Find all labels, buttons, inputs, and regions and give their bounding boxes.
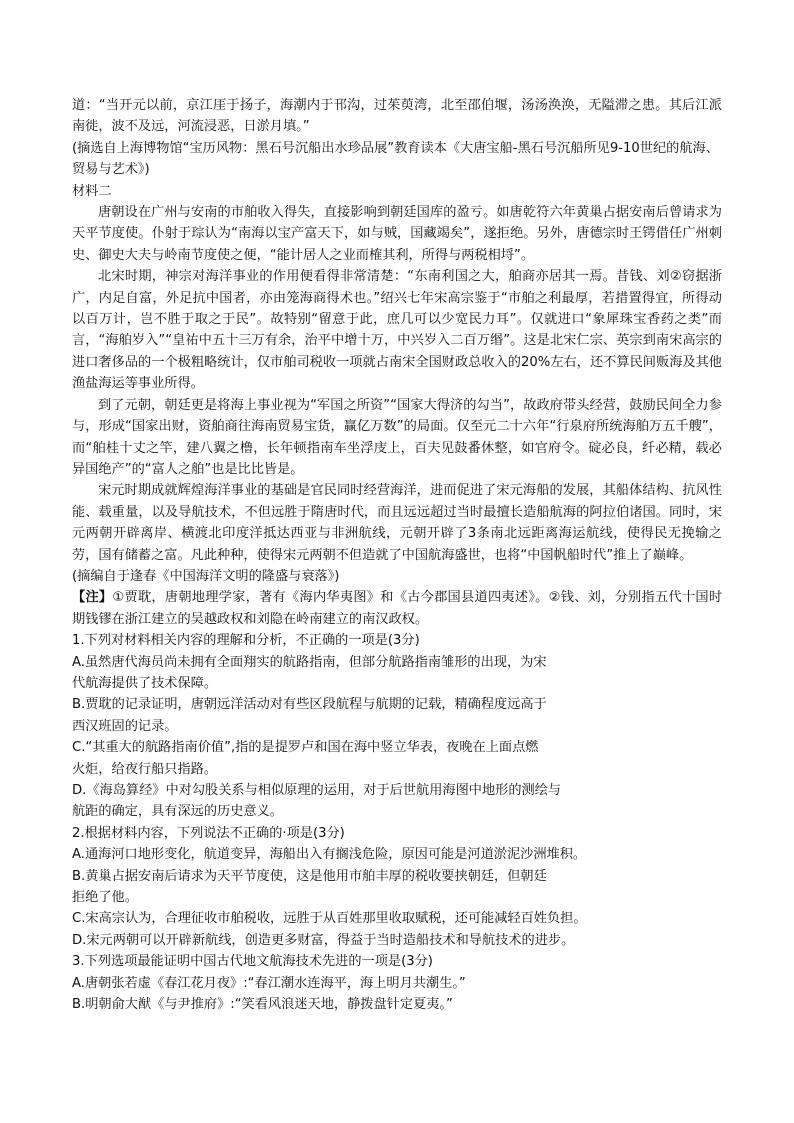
source-citation-2: (摘编自于逢春《中国海洋文明的隆盛与衰落》) [72, 568, 340, 584]
paragraph-2: 北宋时期，神宗对海洋事业的作用便看得非常清楚：“东南利国之大，舶商亦居其一焉。昔钱、刘②窃据浙广，内足自富，外足抗中国者，亦由笼海商得术也。”绍兴七年宋高宗鉴于“市舶之利最厚，若措置得宜，所得动以百万计，岂不胜于取之于民”。故特别“留意于此，庶几可以少宽民力耳”。仅就进口“象犀珠宝香药之类”而言，“海舶岁入”“皇祐中五十三万有余，治平中增十万，中兴岁入二百万缗”。这是北宋仁宗、英宗到南宋高宗的进口奢侈品的一个极粗略统计，仅市舶司税收一项就占南宋全国财政总收入的20%左右，还不算民间贩海及其他渔盐海运等事业所得。 [72, 269, 722, 392]
material-2-heading: 材料二 [72, 183, 112, 199]
q3-option-b: B.明朝俞大猷《与尹推府》:“笑看风浪迷天地，静拨盘针定夏夷。” [72, 997, 453, 1013]
q2-option-a: A.通海河口地形变化，航道变异，海船出入有搁浅危险，原因可能是河道淤泥沙洲堆积。 [72, 847, 587, 863]
q1-option-c-line1: C.“其重大的航路指南价值”,指的是提罗卢和国在海中竖立华表，夜晚在上面点燃 [72, 740, 539, 756]
q1-option-a-line1: A.虽然唐代海员尚未拥有全面翔实的航路指南，但部分航路指南雏形的出现，为宋 [72, 654, 547, 670]
q1-option-b-line1: B.贾耽的记录证明，唐朝远洋活动对有些区段航程与航期的记载，精确程度远高于 [72, 697, 547, 713]
paragraph-4: 宋元时期成就辉煌海洋事业的基础是官民同时经营海洋，进而促进了宋元海船的发展，其船体结构、抗风性能、载重量，以及导航技术，不但远胜于隋唐时代，而且远远超过当时最擅长造船航海的阿拉伯诸国。同时，宋元两朝开辟离岸、横渡北印度洋抵达西亚与非洲航线，元朝开辟了3条南北远距离海运航线，使得民无挽输之劳，国有储蓄之富。凡此种种，使得宋元两朝不但造就了中国航海盛世，也将“中国帆船时代”推上了巅峰。 [72, 483, 722, 563]
q1-option-d-line1: D.《海岛算经》中对勾股关系与相似原理的运用，对于后世航用海图中地形的测绘与 [72, 783, 562, 798]
question-3: 3.下列选项最能证明中国古代地文航海技术先进的一项是(3分) [72, 954, 433, 970]
note-label: 【注】 [72, 590, 113, 606]
note-text: ①贾耽，唐朝地理学家，著有《海内华夷图》和《古今郡国县道四夷述》。②钱、刘，分别指五代十国时期钱镠在浙江建立的吴越政权和刘隐在岭南建立的南汉政权。 [72, 590, 723, 627]
q3-option-a: A.唐朝张若虚《春江花月夜》:“春江潮水连海平，海上明月共潮生。” [72, 975, 466, 991]
q2-option-b-line2: 拒绝了他。 [72, 890, 138, 906]
q2-option-b-line1: B.黄巢占据安南后请求为天平节度使，这是他用市舶丰厚的税收要挟朝廷，但朝廷 [72, 868, 547, 884]
source-citation-1: (摘选自上海博物馆“宝历风物：黑石号沉船出水珍品展”教育读本《大唐宝船-黑石号沉船所见9-10世纪的航海、贸易与艺术》) [72, 140, 719, 178]
q1-option-c-line2: 火炬，给夜行船只指路。 [72, 761, 218, 777]
paragraph-3: 到了元朝，朝廷更是将海上事业视为“军国之所资”“国家大得济的勾当”，故政府带头经营，鼓励民间全力参与，形成“国家出财，资舶商往海南贸易宝货，赢亿万数”的局面。仅至元二十六年“行泉府所统海舶万五千艘”，而“舶桂十丈之竿，建八翼之橹，长年顿指南车坐浮庋上，百夫见鼓番休整，如官府令。碇必良，纤必精，载必异国绝产”的“富人之舶”也是比比皆是。 [72, 397, 722, 477]
question-2: 2.根据材料内容，下列说法不正确的·项是(3分) [72, 825, 345, 841]
q1-option-b-line2: 西汉班固的记录。 [72, 718, 178, 734]
q2-option-d: D.宋元两朝可以开辟新航线，创造更多财富，得益于当时造船技术和导航技术的进步。 [72, 932, 575, 948]
q1-option-d-line2: 航距的确定，具有深远的历史意义。 [72, 804, 283, 820]
q1-option-a-line2: 代航海提供了技术保障。 [72, 675, 218, 691]
top-quote: 道：“当开元以前，京江厓于扬子，海潮内于邗沟，过茱萸湾，北至邵伯堰，汤汤涣涣，无隘滞之患。其后江派南徙，波不及远，河流浸恶，日淤月填。” [72, 98, 722, 135]
annotation-note [72, 587, 722, 630]
q2-option-c: C.宋高宗认为，合理征收市舶税收，远胜于从百姓那里收取赋税，还可能减轻百姓负担。 [72, 911, 587, 927]
paragraph-1: 唐朝设在广州与安南的市舶收入得失，直接影响到朝廷国库的盈亏。如唐乾符六年黄巢占据安南后曾请求为天平节度使。仆射于琮认为“南海以宝产富天下，如与贼，国藏竭矣”，遂拒绝。另外，唐德宗时王锷借任广州刺史、御史大夫与岭南节度使之便，“能计居人之业而榷其利，所得与两税相埒”。 [72, 205, 722, 263]
document-page [72, 95, 722, 1015]
question-1: 1.下列对材料相关内容的理解和分析，不正确的一项是(3分) [72, 633, 420, 649]
